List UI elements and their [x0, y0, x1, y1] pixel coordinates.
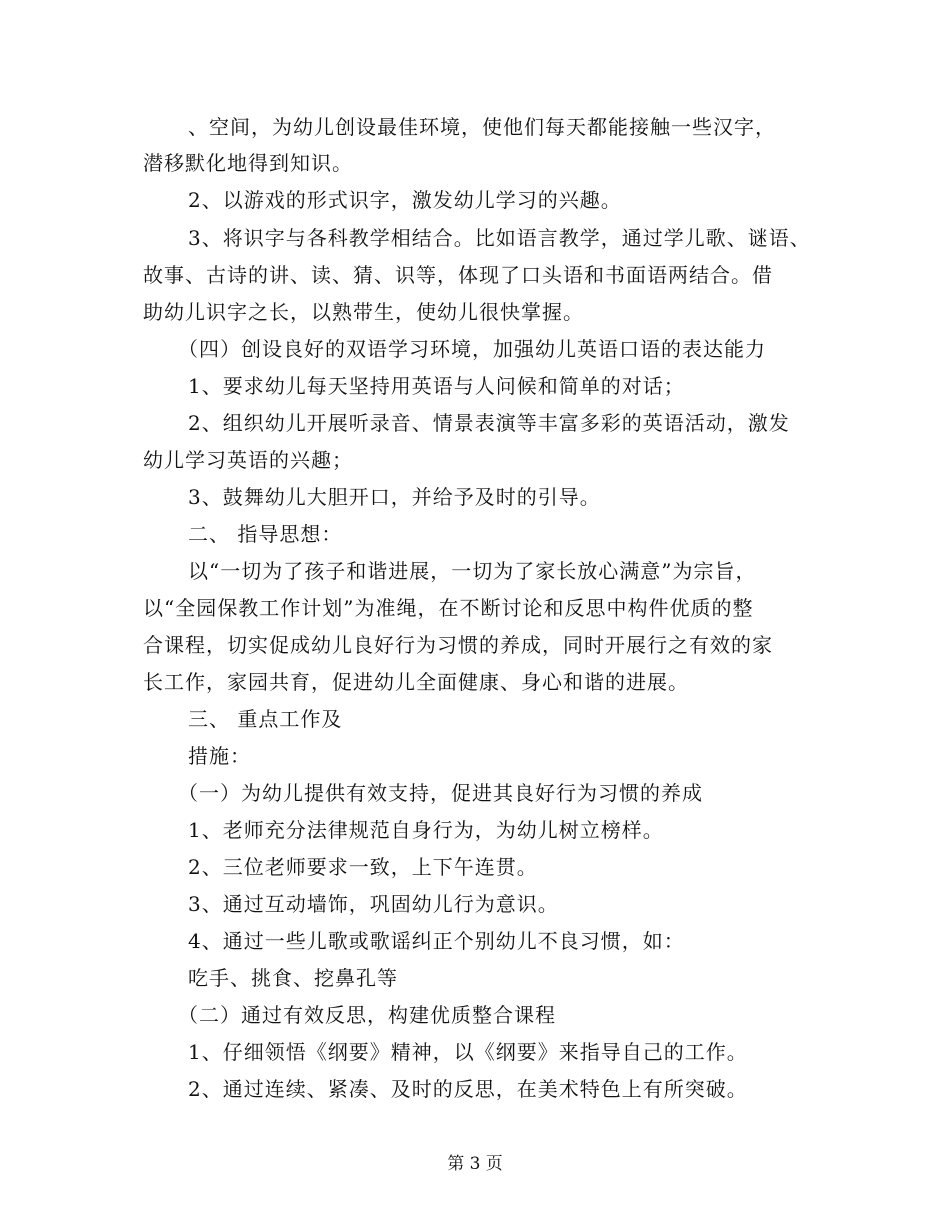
- body-line-14: 以“全园保教工作计划”为准绳，在不断讨论和反思中构件优质的整: [143, 596, 754, 620]
- page-number: 第 3 页: [447, 1154, 503, 1174]
- body-line-27: 2、通过连续、紧凑、及时的反思，在美术特色上有所突破。: [188, 1077, 748, 1101]
- body-line-21: 2、三位老师要求一致，上下午连贯。: [188, 855, 538, 879]
- body-line-9: 2、组织幼儿开展听录音、情景表演等丰富多彩的英语活动，激发: [188, 411, 790, 435]
- section-heading-2: （二）通过有效反思，构建优质整合课程: [178, 1003, 556, 1027]
- body-line-22: 3、通过互动墙饰，巩固幼儿行为意识。: [188, 892, 559, 916]
- body-line-15: 合课程，切实促成幼儿良好行为习惯的养成，同时开展行之有效的家: [143, 633, 773, 657]
- body-line-20: 1、老师充分法律规范自身行为，为幼儿树立榜样。: [188, 818, 664, 842]
- body-line-13: 以“一切为了孩子和谐进展，一切为了家长放心满意”为宗旨，: [188, 559, 757, 583]
- body-line-4: 3、将识字与各科教学相结合。比如语言教学，通过学儿歌、谜语、: [188, 226, 811, 250]
- heading-key-work: 三、 重点工作及: [188, 707, 343, 731]
- body-line-24: 吃手、挑食、挖鼻孔等: [188, 966, 398, 990]
- body-line-2: 潜移默化地得到知识。: [143, 151, 353, 175]
- body-line-11: 3、鼓舞幼儿大胆开口，并给予及时的引导。: [188, 485, 601, 509]
- section-heading-1: （一）为幼儿提供有效支持，促进其良好行为习惯的养成: [178, 781, 703, 805]
- body-line-1: 、空间，为幼儿创设最佳环境，使他们每天都能接触一些汉字，: [188, 115, 776, 139]
- heading-measures: 措施：: [188, 744, 251, 768]
- body-line-5: 故事、古诗的讲、读、猜、识等，体现了口头语和书面语两结合。借: [143, 263, 773, 287]
- body-line-10: 幼儿学习英语的兴趣；: [143, 448, 353, 472]
- heading-guiding-thought: 二、 指导思想：: [188, 522, 343, 546]
- body-line-26: 1、仔细领悟《纲要》精神，以《纲要》来指导自己的工作。: [188, 1040, 748, 1064]
- body-line-3: 2、以游戏的形式识字，激发幼儿学习的兴趣。: [188, 188, 622, 212]
- body-line-8: 1、要求幼儿每天坚持用英语与人问候和简单的对话；: [188, 374, 685, 398]
- body-line-23: 4、通过一些儿歌或歌谣纠正个别幼儿不良习惯，如：: [188, 929, 685, 953]
- body-line-16: 长工作，家园共育，促进幼儿全面健康、身心和谐的进展。: [143, 670, 689, 694]
- section-heading-4: （四）创设良好的双语学习环境，加强幼儿英语口语的表达能力: [178, 337, 766, 361]
- body-line-6: 助幼儿识字之长，以熟带生，使幼儿很快掌握。: [143, 300, 584, 324]
